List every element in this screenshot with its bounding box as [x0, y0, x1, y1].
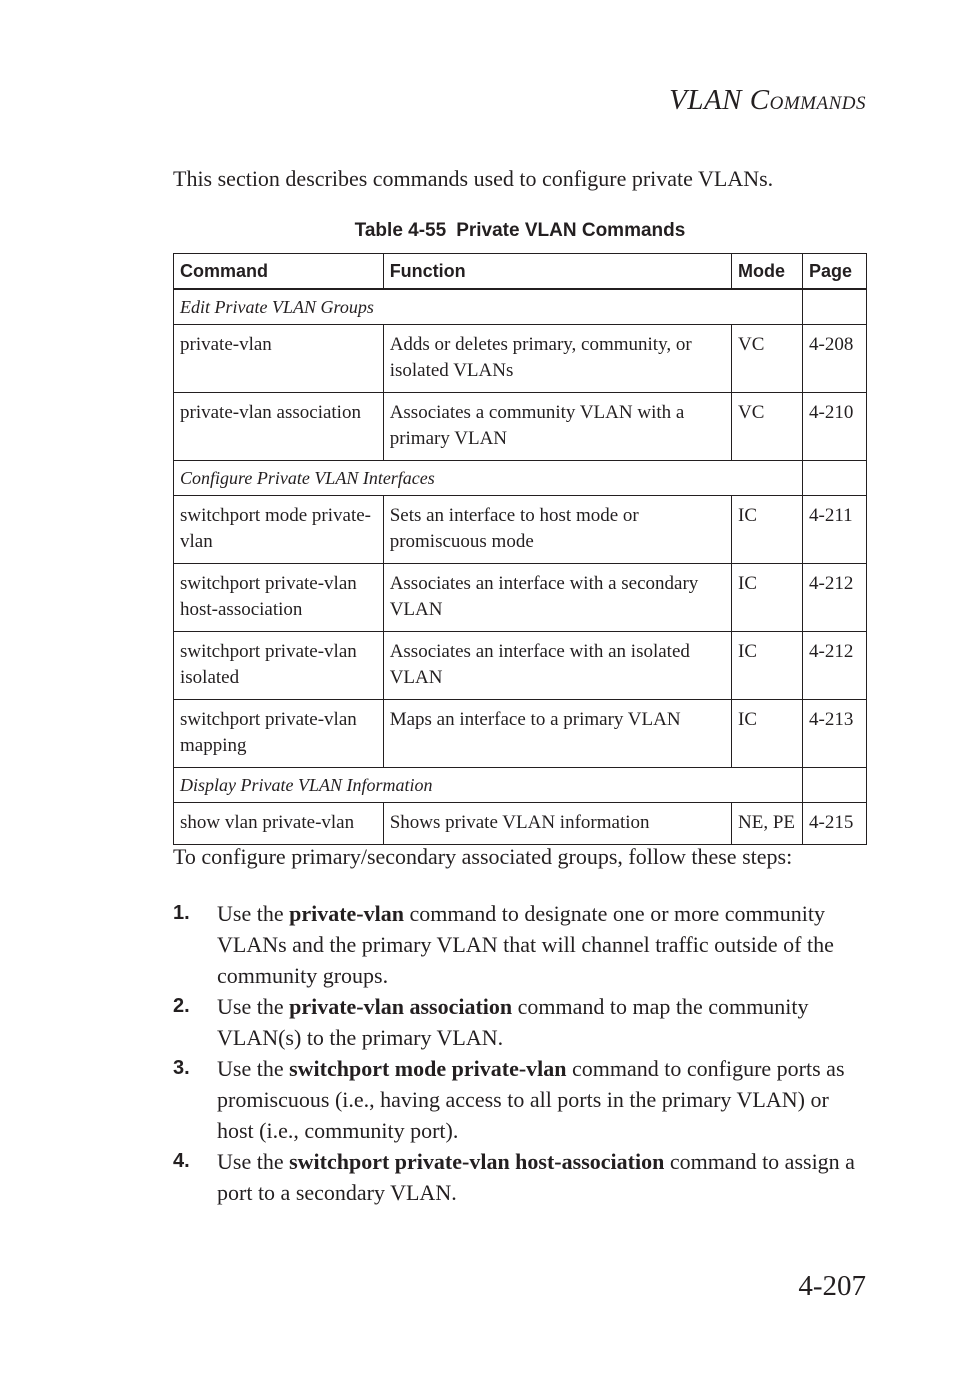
group-row-empty-cell	[803, 768, 867, 803]
function-cell: Associates an interface with an isolated VLAN	[383, 632, 731, 700]
command-cell: private-vlan association	[174, 393, 384, 461]
step-text-pre: Use the	[217, 901, 290, 926]
step-number: 2.	[173, 995, 190, 1017]
page-cell: 4-212	[803, 564, 867, 632]
mode-cell: IC	[732, 564, 803, 632]
steps-intro-paragraph: To configure primary/secondary associated groups, follow these steps:	[173, 844, 793, 869]
table-row	[174, 700, 867, 768]
page-cell: 4-208	[803, 325, 867, 393]
step-command-name: switchport private-vlan host-association	[289, 1149, 665, 1174]
function-cell: Associates an interface with a secondary VLAN	[383, 564, 731, 632]
page-cell: 4-210	[803, 393, 867, 461]
running-header-big: VLAN C	[669, 84, 770, 116]
step-text-post: command to assign a port to a secondary VLAN.	[217, 1149, 855, 1205]
step-text-post: command to configure ports as promiscuous (i.e., having access to all ports in the primary VLAN) or host (i.e., community port).	[217, 1056, 845, 1143]
function-cell: Sets an interface to host mode or promiscuous mode	[383, 496, 731, 564]
function-cell: Maps an interface to a primary VLAN	[383, 700, 731, 768]
table-row	[174, 564, 867, 632]
mode-cell: NE, PE	[732, 803, 803, 845]
step-command-name: private-vlan	[289, 901, 404, 926]
column-header-function: Function	[383, 254, 731, 290]
table-row	[174, 393, 867, 461]
page-cell: 4-213	[803, 700, 867, 768]
command-cell: show vlan private-vlan	[174, 803, 384, 845]
mode-cell: IC	[732, 700, 803, 768]
page-cell: 4-211	[803, 496, 867, 564]
group-row-empty-cell	[803, 461, 867, 496]
table-caption-label: Table 4-55	[354, 220, 447, 241]
column-header-mode: Mode	[732, 254, 803, 290]
step-command-name: private-vlan association	[289, 994, 513, 1019]
group-row-empty-cell	[803, 289, 867, 325]
step-text-post: command to designate one or more community VLANs and the primary VLAN that will channel traffic outside of the community groups.	[217, 901, 834, 988]
running-header-small-caps: OMMANDS	[769, 93, 866, 114]
step-number: 3.	[173, 1057, 190, 1079]
mode-cell: IC	[732, 632, 803, 700]
column-header-page: Page	[803, 254, 867, 290]
table-row	[174, 496, 867, 564]
table-row	[174, 632, 867, 700]
step-item	[173, 1053, 867, 1146]
step-item	[173, 1146, 867, 1208]
step-number: 4.	[173, 1150, 190, 1172]
function-cell: Associates a community VLAN with a primary VLAN	[383, 393, 731, 461]
column-header-command: Command	[174, 254, 384, 290]
step-item	[173, 898, 867, 991]
page-cell: 4-215	[803, 803, 867, 845]
table-caption-text: Private VLAN Commands	[456, 220, 686, 241]
steps-list	[173, 898, 867, 1208]
function-cell: Shows private VLAN information	[383, 803, 731, 845]
private-vlan-commands-table	[173, 253, 867, 845]
group-row	[174, 461, 867, 496]
group-title: Configure Private VLAN Interfaces	[174, 461, 803, 496]
group-title: Edit Private VLAN Groups	[174, 289, 803, 325]
command-cell: private-vlan	[174, 325, 384, 393]
step-text-post: command to map the community VLAN(s) to the primary VLAN.	[217, 994, 809, 1050]
step-item	[173, 991, 867, 1053]
group-title: Display Private VLAN Information	[174, 768, 803, 803]
step-text-pre: Use the	[217, 994, 290, 1019]
table-row	[174, 803, 867, 845]
mode-cell: VC	[732, 325, 803, 393]
command-cell: switchport mode private-vlan	[174, 496, 384, 564]
function-cell: Adds or deletes primary, community, or isolated VLANs	[383, 325, 731, 393]
mode-cell: VC	[732, 393, 803, 461]
command-cell: switchport private-vlan isolated	[174, 632, 384, 700]
step-text-pre: Use the	[217, 1056, 290, 1081]
page-number: 4-207	[798, 1270, 866, 1302]
group-row	[174, 768, 867, 803]
intro-paragraph: This section describes commands used to configure private VLANs.	[173, 166, 774, 191]
running-header	[669, 84, 866, 117]
group-row	[174, 289, 867, 325]
table-row	[174, 325, 867, 393]
step-number: 1.	[173, 902, 190, 924]
step-text-pre: Use the	[217, 1149, 290, 1174]
command-cell: switchport private-vlan host-association	[174, 564, 384, 632]
mode-cell: IC	[732, 496, 803, 564]
page-cell: 4-212	[803, 632, 867, 700]
table-caption	[173, 220, 867, 242]
table-header-row	[174, 254, 867, 290]
step-command-name: switchport mode private-vlan	[289, 1056, 567, 1081]
command-cell: switchport private-vlan mapping	[174, 700, 384, 768]
